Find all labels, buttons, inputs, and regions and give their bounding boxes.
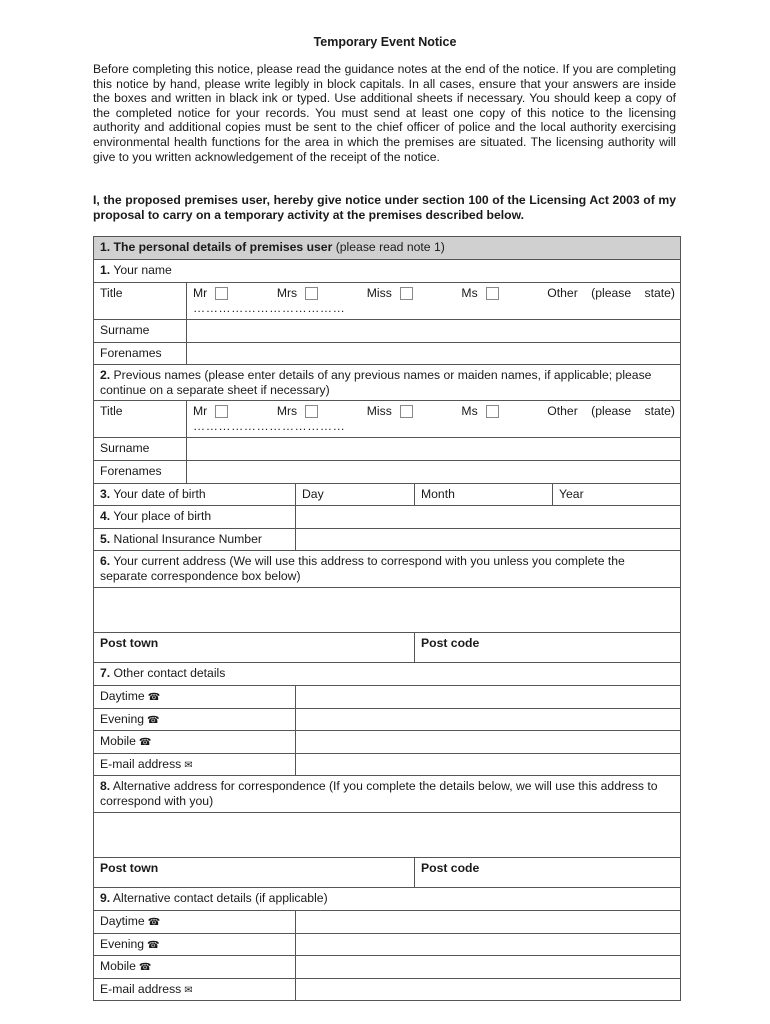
prev-title-mr-checkbox[interactable] [215,405,228,418]
forenames-field[interactable] [186,343,680,364]
previous-title-options [186,401,680,437]
previous-forenames-row [94,460,680,483]
dob-year-field[interactable]: Year [552,484,680,505]
prev-title-ms-checkbox[interactable] [486,405,499,418]
prev-title-other-label: Other (please state) [547,404,675,418]
alt-evening-label: Evening [100,937,145,951]
phone-icon: ☎ [147,917,161,928]
mobile-row [94,730,680,753]
section-1-note: (please read note 1) [332,240,445,254]
alt-email-field[interactable] [295,979,680,1000]
q6-label: Your current address (We will use this address to correspond with you unless you complete the separate correspondence box below) [100,554,625,583]
email-field[interactable] [295,754,680,775]
phone-icon: ☎ [147,692,161,703]
phone-icon: ☎ [147,940,160,951]
daytime-row [94,685,680,708]
previous-surname-field[interactable] [186,438,680,460]
q6-number: 6. [100,554,111,568]
previous-forenames-label: Forenames [100,464,162,478]
q3-number: 3. [100,487,111,501]
q7-label: Other contact details [110,666,226,680]
q8-label: Alternative address for correspondence (If you complete the details below, we will use this address to correspond with you) [100,779,658,808]
envelope-icon: ✉ [184,985,193,996]
title-ms-label: Ms [461,286,478,300]
forenames-label: Forenames [100,346,162,360]
name-title-row [94,282,680,319]
prev-title-other-field[interactable]: ……………………………… [193,418,346,433]
title-miss-label: Miss [366,286,392,300]
title-mr-checkbox[interactable] [215,287,228,300]
prev-title-mrs-label: Mrs [276,404,298,418]
title-other-label: Other (please state) [547,286,675,300]
alt-evening-phone-field[interactable] [295,934,680,955]
email-label: E-mail address [100,757,182,771]
q3-label: Your date of birth [110,487,206,501]
q2-label: Previous names (please enter details of any previous names or maiden names, if applicable; please continue on a separate sheet if necessary) [100,368,652,397]
q4-number: 4. [100,509,111,523]
current-address-field[interactable] [94,587,680,632]
title-mrs-label: Mrs [276,286,298,300]
q2-row [94,364,680,400]
prev-title-ms-label: Ms [461,404,478,418]
alt-post-row [94,857,680,887]
phone-icon: ☎ [147,715,160,726]
title-label: Title [100,286,123,300]
previous-surname-label: Surname [100,441,150,455]
intro-paragraph: Before completing this notice, please read the guidance notes at the end of the notice. If you are completing this notice by hand, please write legibly in block capitals. In all cases, ensure that your answers are inside the boxes and written in black ink or typed. Use additional sheets if necessary. You should keep a copy of the completed notice for your records. You must send at least one copy of this notice to the licensing authority and additional copies must be sent to the chief officer of police and the local authority exercising environmental health functions for the area in which the premises are situated. The licensing authority will give to you written acknowledgement of the receipt of the notice. [93,62,676,164]
daytime-label: Daytime [100,689,145,703]
mobile-phone-field[interactable] [295,731,680,753]
phone-icon: ☎ [138,737,152,748]
alt-daytime-row [94,910,680,933]
email-row [94,753,680,775]
alt-mobile-label: Mobile [100,959,136,973]
alt-email-label: E-mail address [100,982,182,996]
alt-email-row [94,978,680,1000]
previous-title-label: Title [100,404,123,418]
previous-title-row [94,400,680,437]
alternative-address-field[interactable] [94,812,680,857]
previous-surname-row [94,437,680,460]
alt-daytime-label: Daytime [100,914,145,928]
previous-forenames-field[interactable] [186,461,680,483]
dob-day-field[interactable]: Day [295,484,414,505]
q1-number: 1. [100,263,111,277]
title-mrs-checkbox[interactable] [305,287,318,300]
alt-mobile-row [94,955,680,978]
alt-post-town-field[interactable]: Post town [100,861,159,875]
surname-row [94,319,680,342]
place-of-birth-field[interactable] [295,506,680,528]
q4-row [94,505,680,528]
q7-number: 7. [100,666,111,680]
evening-phone-field[interactable] [295,709,680,730]
section-1-heading [94,236,680,259]
q2-number: 2. [100,368,111,382]
q1-row [94,259,680,282]
personal-details-form [93,236,681,1001]
prev-title-mr-label: Mr [193,404,208,418]
q4-label: Your place of birth [110,509,212,523]
declaration-paragraph: I, the proposed premises user, hereby give notice under section 100 of the Licensing Act 2003 of my proposal to carry on a temporary activity at the premises described below. [93,193,676,222]
q6-row [94,550,680,587]
q9-label: Alternative contact details (if applicable) [110,891,328,905]
title-ms-checkbox[interactable] [486,287,499,300]
q3-row [94,483,680,505]
phone-icon: ☎ [138,962,152,973]
current-post-code-field[interactable]: Post code [414,633,680,662]
q5-number: 5. [100,532,111,546]
prev-title-miss-label: Miss [366,404,392,418]
q9-row [94,887,680,910]
envelope-icon: ✉ [184,760,193,771]
ni-number-field[interactable] [295,529,680,550]
surname-label: Surname [100,323,150,337]
surname-field[interactable] [186,320,680,342]
title-mr-label: Mr [193,286,208,300]
q9-number: 9. [100,891,111,905]
alt-daytime-phone-field[interactable] [295,911,680,933]
q7-row [94,662,680,685]
daytime-phone-field[interactable] [295,686,680,708]
title-other-field[interactable]: ……………………………… [193,300,346,315]
page-title: Temporary Event Notice [313,35,457,49]
alt-evening-row [94,933,680,955]
current-post-town-field[interactable]: Post town [100,636,159,650]
prev-title-miss-checkbox[interactable] [400,405,413,418]
title-options [186,283,680,319]
forenames-row [94,342,680,364]
current-post-row [94,632,680,662]
prev-title-mrs-checkbox[interactable] [305,405,318,418]
q8-number: 8. [100,779,111,793]
q8-row [94,775,680,812]
dob-month-field[interactable]: Month [414,484,552,505]
title-miss-checkbox[interactable] [400,287,413,300]
evening-row [94,708,680,730]
evening-label: Evening [100,712,145,726]
q1-label: Your name [110,263,172,277]
q5-label: National Insurance Number [110,532,262,546]
alt-post-code-field[interactable]: Post code [414,858,680,887]
mobile-label: Mobile [100,734,136,748]
q5-row [94,528,680,550]
section-1-title: 1. The personal details of premises user [100,240,333,254]
alt-mobile-phone-field[interactable] [295,956,680,978]
